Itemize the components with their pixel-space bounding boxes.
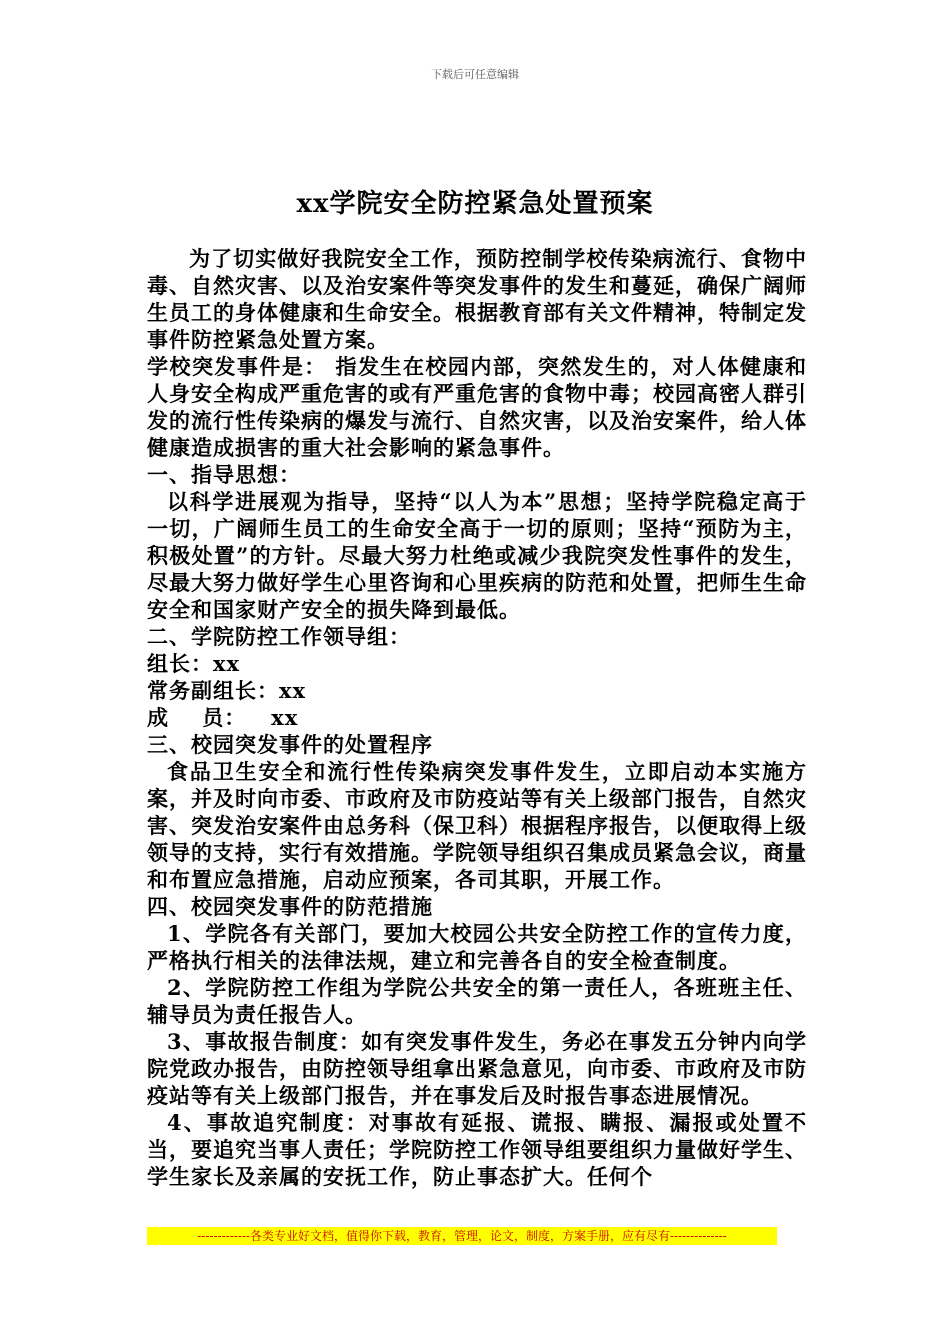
section-heading-prevention: 四、校园突发事件的防范措施 [147, 894, 433, 919]
prevention-item-3: 3、事故报告制度：如有突发事件发生，务必在事发五分钟内向学院党政办报告，由防控领导组拿出紧急意见，向市委、市政府及市防疫站等有关上级部门报告，并在事发后及时报告事态进展情况。 [147, 1029, 807, 1108]
prevention-item-1: 1、学院各有关部门，要加大校园公共安全防控工作的宣传力度，严格执行相关的法律法规，建立和完善各自的安全检查制度。 [147, 921, 807, 973]
prevention-item-4: 4、事故追究制度：对事故有延报、谎报、瞒报、漏报或处置不当，要追究当事人责任；学院防控工作领导组要组织力量做好学生、学生家长及亲属的安抚工作，防止事态扩大。任何个 [147, 1110, 807, 1189]
deputy-leader-line: 常务副组长：xx [147, 678, 307, 703]
definition-paragraph: 学校突发事件是： 指发生在校园内部，突然发生的，对人体健康和人身安全构成严重危害的或有严重危害的食物中毒；校园高密人群引发的流行性传染病的爆发与流行、自然灾害，以及治安案件，给人体健康造成损害的重大社会影响的紧急事件。 [147, 354, 807, 460]
footer-banner: -------------各类专业好文档，值得你下载，教育，管理，论文，制度，方案手册，应有尽有-------------- [147, 1227, 777, 1245]
guiding-thought-paragraph: 以科学进展观为指导，坚持“以人为本”思想；坚持学院稳定高于一切，广阔师生员工的生命安全高于一切的原则；坚持“预防为主，积极处置”的方针。尽最大努力杜绝或减少我院突发性事件的发生，尽最大努力做好学生心里咨询和心里疾病的防范和处置，把师生生命安全和国家财产安全的损失降到最低。 [147, 489, 807, 622]
header-note: 下载后可任意编辑 [431, 68, 519, 81]
prevention-item-2: 2、学院防控工作组为学院公共安全的第一责任人，各班班主任、辅导员为责任报告人。 [147, 975, 807, 1027]
intro-paragraph: 为了切实做好我院安全工作，预防控制学校传染病流行、食物中毒、自然灾害、以及治安案件等突发事件的发生和蔓延，确保广阔师生员工的身体健康和生命安全。根据教育部有关文件精神，特制定发事件防控紧急处置方案。 [147, 246, 807, 352]
document-body [147, 245, 807, 1190]
leader-line: 组长：xx [147, 651, 241, 676]
members-line: 成 员： xx [147, 705, 299, 730]
procedure-paragraph: 食品卫生安全和流行性传染病突发事件发生，立即启动本实施方案，并及时向市委、市政府及市防疫站等有关上级部门报告，自然灾害、突发治安案件由总务科（保卫科）根据程序报告，以便取得上级领导的支持，实行有效措施。学院领导组织召集成员紧急会议，商量和布置应急措施，启动应预案，各司其职，开展工作。 [147, 759, 807, 892]
section-heading-procedure: 三、校园突发事件的处置程序 [147, 732, 433, 757]
document-title: xx学院安全防控紧急处置预案 [296, 189, 654, 219]
section-heading-guiding-thought: 一、指导思想： [147, 462, 301, 487]
section-heading-leadership: 二、学院防控工作领导组： [147, 624, 411, 649]
